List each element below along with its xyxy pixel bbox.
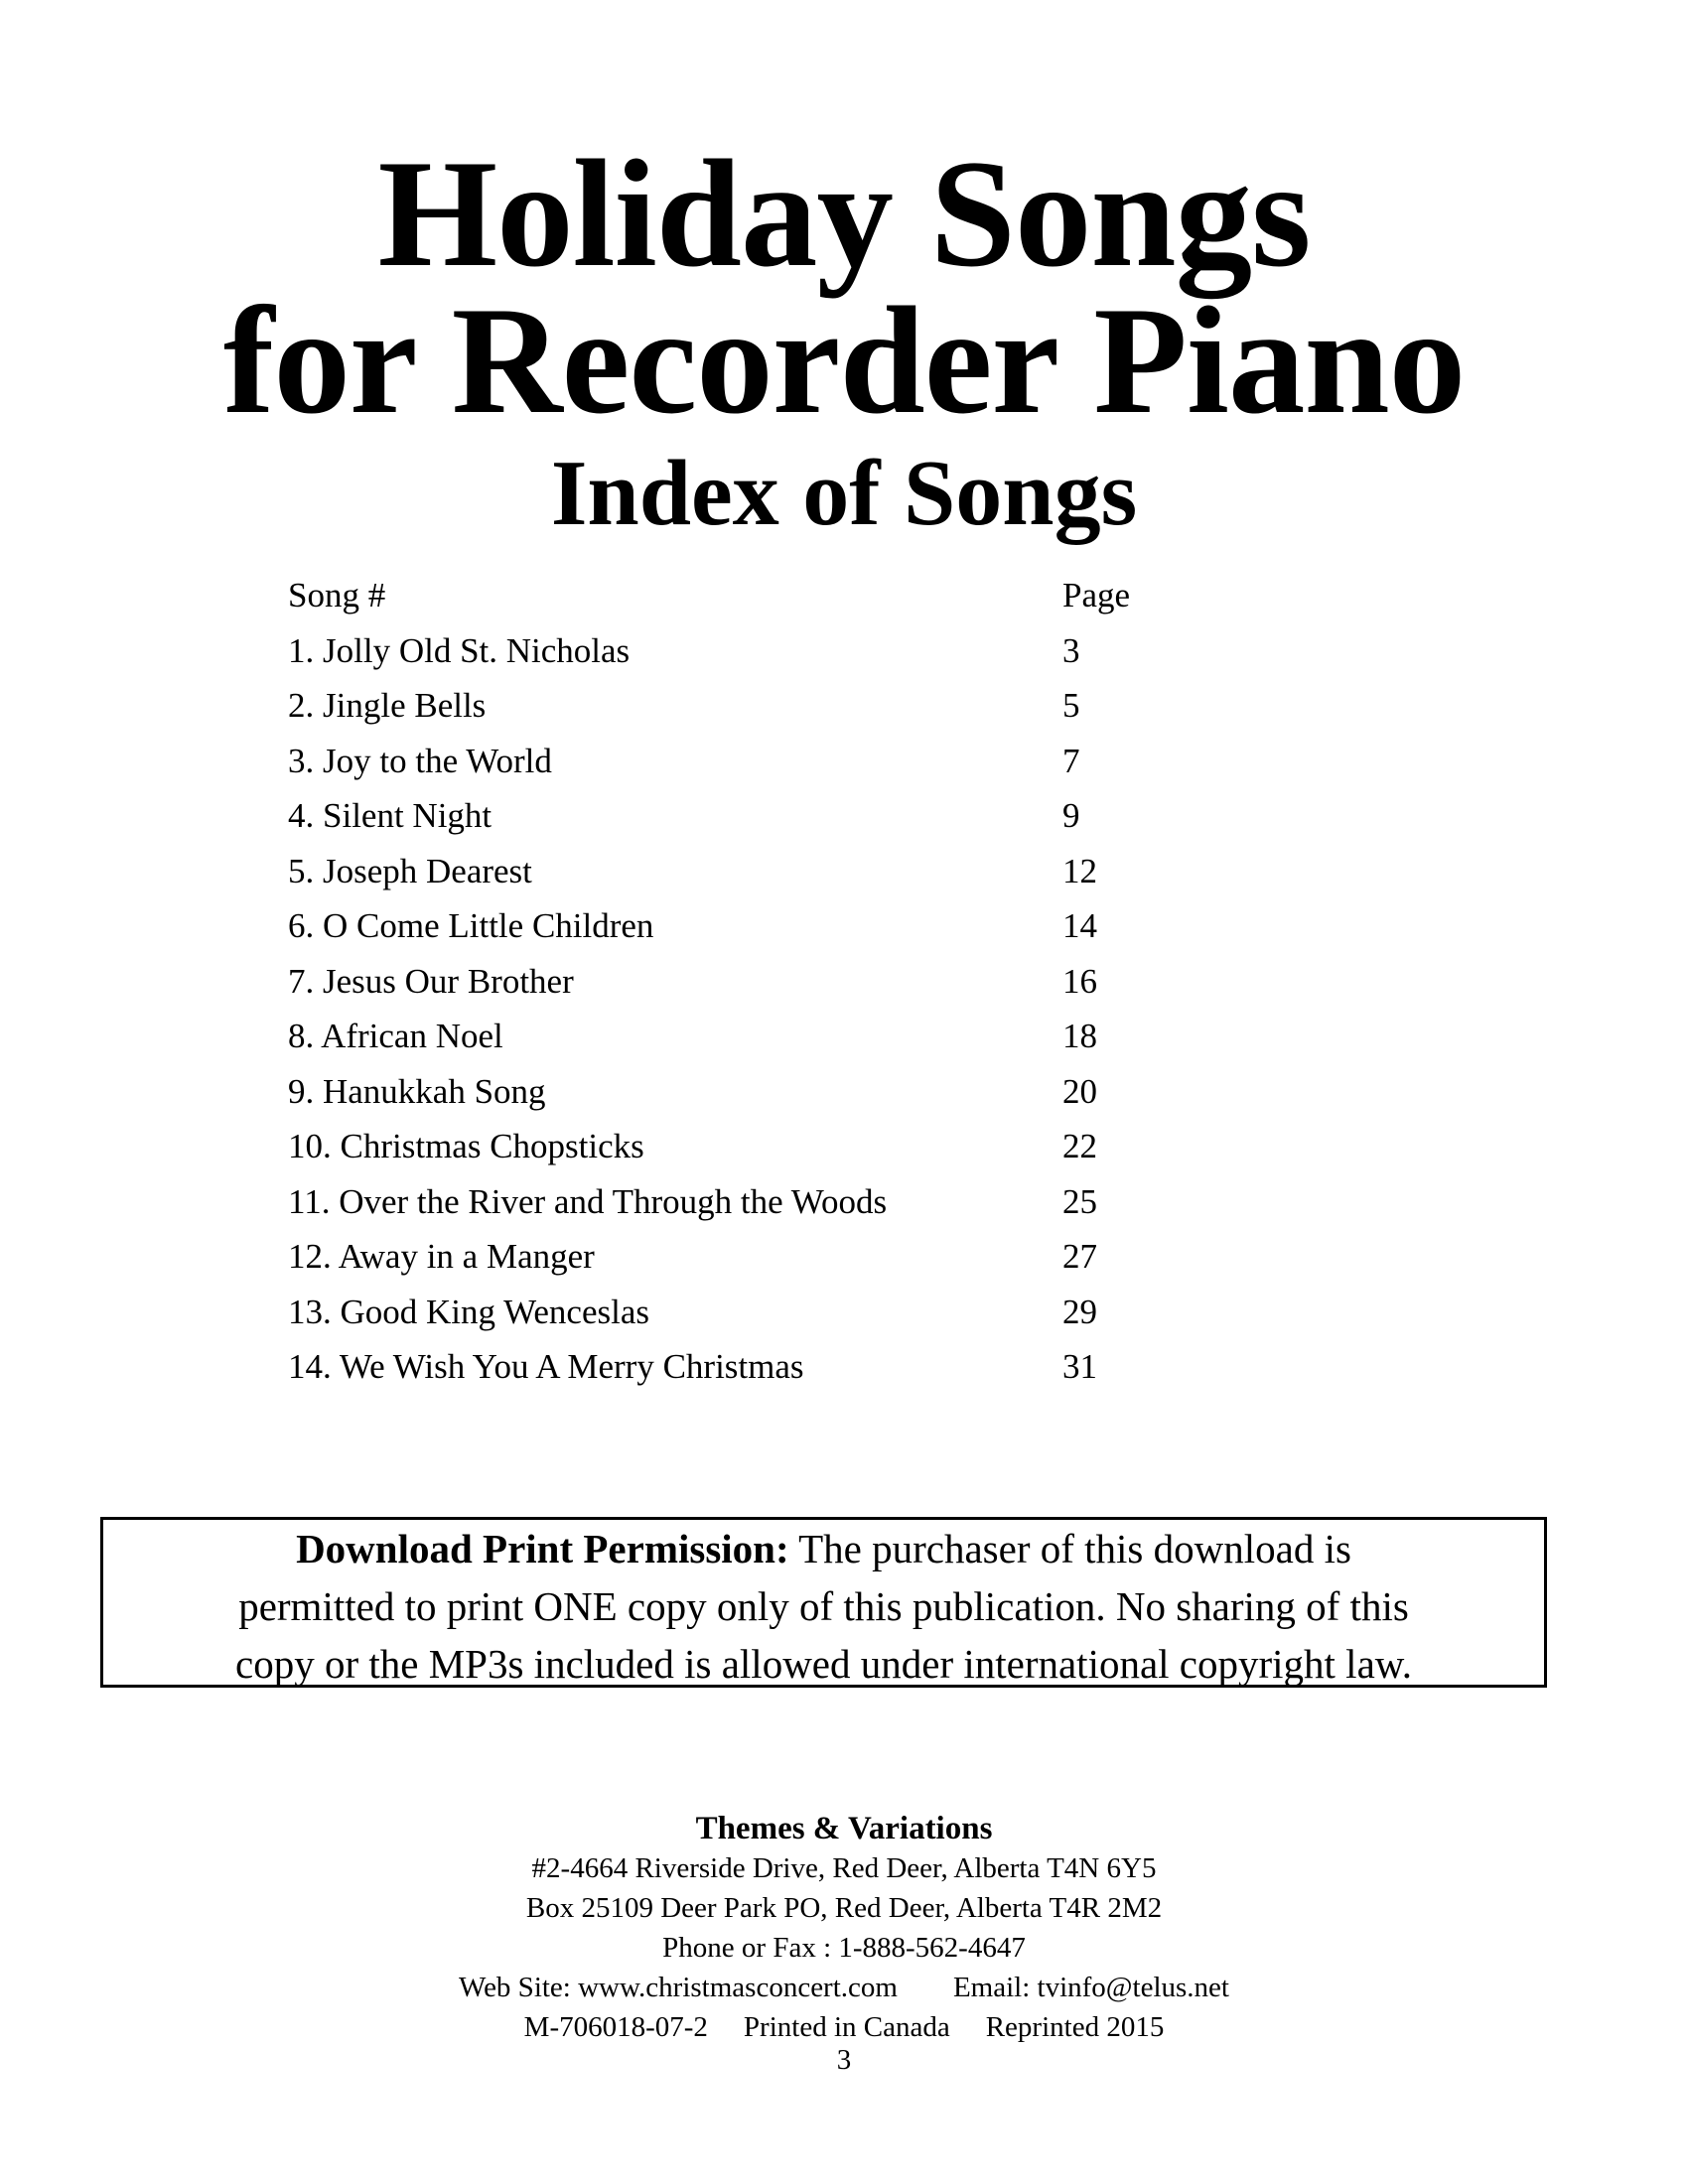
song-row <box>288 678 1182 734</box>
song-title: 5. Joseph Dearest <box>288 851 532 890</box>
postal-address: Box 25109 Deer Park PO, Red Deer, Alberta T4R 2M2 <box>525 1892 1163 1924</box>
printed-in: Printed in Canada <box>743 2011 950 2043</box>
column-header-page: Page <box>1062 576 1131 614</box>
column-header-song: Song # <box>288 576 386 614</box>
song-page: 25 <box>1062 1181 1097 1221</box>
reprint-year: Reprinted 2015 <box>985 2011 1165 2043</box>
song-page: 3 <box>1062 630 1080 670</box>
song-index-table <box>288 568 1182 1395</box>
song-row <box>288 1285 1182 1340</box>
song-row <box>288 623 1182 679</box>
permission-text-1: The purchaser of this download is <box>788 1526 1351 1571</box>
publisher-name: Themes & Variations <box>695 1811 993 1846</box>
permission-line-3: copy or the MP3s included is allowed under international copyright law. <box>235 1641 1412 1687</box>
song-page: 22 <box>1062 1127 1097 1165</box>
song-row <box>288 844 1182 899</box>
song-row <box>288 1009 1182 1064</box>
song-title: 1. Jolly Old St. Nicholas <box>288 630 631 670</box>
song-title: 7. Jesus Our Brother <box>288 961 574 1001</box>
song-title: 14. We Wish You A Merry Christmas <box>288 1347 804 1386</box>
phone-fax: Phone or Fax : 1-888-562-4647 <box>662 1932 1026 1964</box>
page-number: 3 <box>836 2044 852 2076</box>
catalog-number: M-706018-07-2 <box>523 2011 708 2043</box>
song-title: 12. Away in a Manger <box>288 1237 595 1276</box>
song-title: 4. Silent Night <box>288 796 492 835</box>
song-page: 12 <box>1062 851 1097 890</box>
print-permission-notice <box>100 1517 1547 1688</box>
song-title: 3. Joy to the World <box>288 741 552 780</box>
song-title: 2. Jingle Bells <box>288 686 487 725</box>
contact-line <box>0 1968 1688 2007</box>
permission-line-1 <box>103 1520 1544 1577</box>
index-heading: Index of Songs <box>550 442 1138 545</box>
song-row <box>288 1119 1182 1174</box>
song-page: 31 <box>1062 1347 1097 1386</box>
song-page: 20 <box>1062 1071 1097 1111</box>
song-row <box>288 1174 1182 1230</box>
song-row <box>288 954 1182 1010</box>
title-line-2: for Recorder Piano <box>222 275 1466 446</box>
email-text: Email: tvinfo@telus.net <box>952 1972 1229 2003</box>
song-row <box>288 788 1182 844</box>
song-row <box>288 1064 1182 1120</box>
permission-line-2: permitted to print ONE copy only of this publication. No sharing of this <box>238 1583 1409 1629</box>
street-address: #2-4664 Riverside Drive, Red Deer, Alberta T4N 6Y5 <box>531 1852 1157 1884</box>
index-header-row <box>288 568 1182 623</box>
song-page: 16 <box>1062 961 1097 1001</box>
song-title: 10. Christmas Chopsticks <box>288 1127 644 1165</box>
title-line-1: Holiday Songs <box>377 128 1311 299</box>
song-title: 11. Over the River and Through the Woods <box>288 1181 888 1221</box>
catalog-line <box>0 2007 1688 2047</box>
publisher-footer <box>0 1809 1688 2076</box>
song-page: 27 <box>1062 1237 1097 1276</box>
song-row <box>288 1339 1182 1395</box>
song-page: 5 <box>1062 686 1080 725</box>
song-row <box>288 734 1182 789</box>
song-page: 9 <box>1062 796 1080 835</box>
song-title: 9. Hanukkah Song <box>288 1071 546 1111</box>
permission-heading: Download Print Permission: <box>296 1526 789 1571</box>
song-page: 18 <box>1062 1017 1097 1055</box>
song-page: 7 <box>1062 741 1080 780</box>
song-row <box>288 1229 1182 1285</box>
website-text: Web Site: www.christmasconcert.com <box>459 1972 898 2003</box>
song-row <box>288 898 1182 954</box>
song-page: 29 <box>1062 1292 1097 1331</box>
song-title: 6. O Come Little Children <box>288 906 654 945</box>
song-page: 14 <box>1062 906 1097 945</box>
song-title: 13. Good King Wenceslas <box>288 1292 649 1331</box>
song-title: 8. African Noel <box>288 1017 503 1055</box>
